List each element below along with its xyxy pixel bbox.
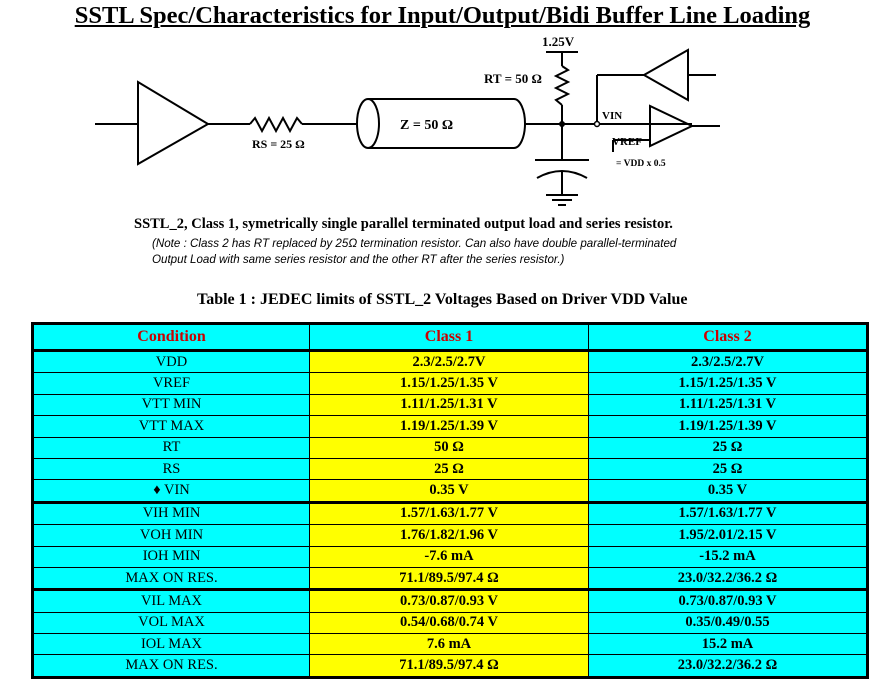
- rs-label: RS = 25 Ω: [252, 137, 305, 151]
- comparator-symbol: [650, 106, 692, 146]
- condition-cell: IOL MAX: [33, 634, 310, 655]
- rt-label: RT = 50 Ω: [484, 71, 542, 86]
- vin-label: VIN: [602, 110, 623, 122]
- condition-cell: VTT MAX: [33, 416, 310, 437]
- class1-cell: 0.54/0.68/0.74 V: [310, 612, 589, 633]
- class1-cell: -7.6 mA: [310, 546, 589, 567]
- class2-cell: 23.0/32.2/36.2 Ω: [589, 567, 868, 589]
- class2-cell: -15.2 mA: [589, 546, 868, 567]
- class2-cell: 0.73/0.87/0.93 V: [589, 590, 868, 612]
- table-row: [33, 373, 868, 394]
- class2-cell: 0.35/0.49/0.55: [589, 612, 868, 633]
- class2-cell: 1.95/2.01/2.15 V: [589, 525, 868, 546]
- table-row: [33, 458, 868, 479]
- condition-cell: ♦ VIN: [33, 480, 310, 502]
- diagram-note: [152, 236, 676, 267]
- class2-cell: 2.3/2.5/2.7V: [589, 351, 868, 373]
- class2-cell: 15.2 mA: [589, 634, 868, 655]
- class2-cell: 25 Ω: [589, 437, 868, 458]
- condition-cell: RS: [33, 458, 310, 479]
- ground-symbol: [546, 195, 578, 205]
- note-line-2: Output Load with same series resistor and the other RT after the series resistor.): [152, 252, 565, 266]
- class1-cell: 71.1/89.5/97.4 Ω: [310, 567, 589, 589]
- z-label: Z = 50 Ω: [400, 118, 454, 133]
- class2-cell: 25 Ω: [589, 458, 868, 479]
- class1-cell: 1.15/1.25/1.35 V: [310, 373, 589, 394]
- class2-cell: 1.19/1.25/1.39 V: [589, 416, 868, 437]
- table-header-row: [33, 324, 868, 351]
- termination-resistor-symbol: [556, 66, 568, 105]
- class2-cell: 1.11/1.25/1.31 V: [589, 394, 868, 415]
- header-class-2: Class 2: [589, 324, 868, 351]
- table-row: [33, 394, 868, 415]
- table-row: [33, 567, 868, 589]
- table-row: [33, 590, 868, 612]
- condition-cell: VREF: [33, 373, 310, 394]
- class1-cell: 25 Ω: [310, 458, 589, 479]
- jedec-limits-table: [31, 322, 869, 679]
- class2-cell: 1.15/1.25/1.35 V: [589, 373, 868, 394]
- receiver-buffer-symbol: [644, 50, 688, 100]
- class2-cell: 23.0/32.2/36.2 Ω: [589, 655, 868, 677]
- table-title: Table 1 : JEDEC limits of SSTL_2 Voltages Based on Driver VDD Value: [197, 291, 688, 308]
- class1-cell: 0.35 V: [310, 480, 589, 502]
- class2-cell: 0.35 V: [589, 480, 868, 502]
- condition-cell: RT: [33, 437, 310, 458]
- note-line-1: (Note : Class 2 has RT replaced by 25Ω termination resistor. Can also have double parallel-terminated: [152, 237, 677, 250]
- condition-cell: VTT MIN: [33, 394, 310, 415]
- condition-cell: VOL MAX: [33, 612, 310, 633]
- vtt-label: 1.25V: [542, 34, 575, 49]
- table-row: [33, 351, 868, 373]
- header-condition: Condition: [33, 324, 310, 351]
- condition-cell: VOH MIN: [33, 525, 310, 546]
- condition-cell: VIH MIN: [33, 502, 310, 524]
- table-row: [33, 655, 868, 677]
- condition-cell: MAX ON RES.: [33, 655, 310, 677]
- class1-cell: 2.3/2.5/2.7V: [310, 351, 589, 373]
- table-row: [33, 416, 868, 437]
- class2-cell: 1.57/1.63/1.77 V: [589, 502, 868, 524]
- circuit-diagram: [0, 0, 885, 215]
- condition-cell: MAX ON RES.: [33, 567, 310, 589]
- table-row: [33, 480, 868, 502]
- table-row: [33, 612, 868, 633]
- series-resistor-symbol: [250, 118, 302, 131]
- class1-cell: 1.11/1.25/1.31 V: [310, 394, 589, 415]
- diagram-caption: SSTL_2, Class 1, symetrically single parallel terminated output load and series resistor.: [134, 216, 673, 232]
- header-class-1: Class 1: [310, 324, 589, 351]
- driver-buffer-symbol: [138, 82, 208, 164]
- class1-cell: 0.73/0.87/0.93 V: [310, 590, 589, 612]
- table-row: [33, 525, 868, 546]
- table-row: [33, 437, 868, 458]
- page-title: SSTL Spec/Characteristics for Input/Output/Bidi Buffer Line Loading: [74, 2, 811, 29]
- class1-cell: 1.76/1.82/1.96 V: [310, 525, 589, 546]
- table-row: [33, 634, 868, 655]
- class1-cell: 1.57/1.63/1.77 V: [310, 502, 589, 524]
- class1-cell: 50 Ω: [310, 437, 589, 458]
- class1-cell: 71.1/89.5/97.4 Ω: [310, 655, 589, 677]
- class1-cell: 7.6 mA: [310, 634, 589, 655]
- condition-cell: VIL MAX: [33, 590, 310, 612]
- table-row: [33, 502, 868, 524]
- condition-cell: VDD: [33, 351, 310, 373]
- condition-cell: IOH MIN: [33, 546, 310, 567]
- class1-cell: 1.19/1.25/1.39 V: [310, 416, 589, 437]
- vref-equation-label: = VDD x 0.5: [616, 159, 666, 169]
- table-row: [33, 546, 868, 567]
- vref-label: VREF: [612, 136, 642, 148]
